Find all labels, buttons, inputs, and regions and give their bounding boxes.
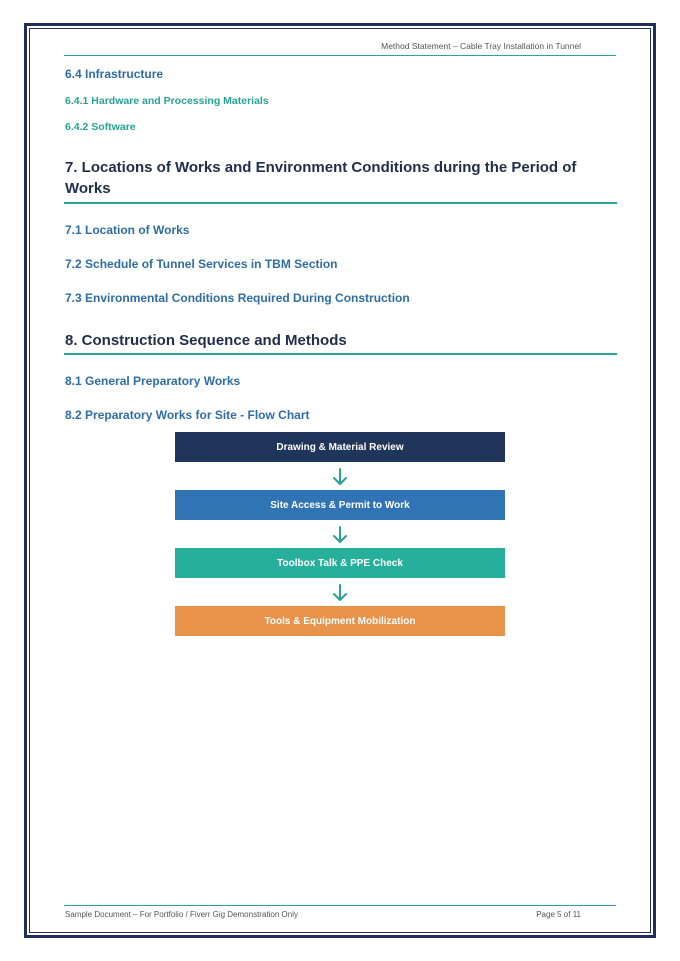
heading-8-2: 8.2 Preparatory Works for Site - Flow Chart (65, 408, 310, 422)
heading-8-rule (64, 353, 617, 355)
heading-7-line-1: 7. Locations of Works and Environment Conditions during the Period of (65, 159, 577, 176)
arrow-down-icon (330, 467, 350, 487)
flow-step-2: Site Access & Permit to Work (175, 490, 505, 520)
flow-step-3: Toolbox Talk & PPE Check (175, 548, 505, 578)
flow-step-1: Drawing & Material Review (175, 432, 505, 462)
heading-7-line-2: Works (65, 180, 111, 197)
page-number: Page 5 of 11 (536, 910, 581, 919)
header-rule (64, 55, 616, 56)
heading-6-4-1: 6.4.1 Hardware and Processing Materials (65, 95, 269, 107)
heading-6-4-2: 6.4.2 Software (65, 121, 136, 133)
heading-7 (65, 157, 617, 199)
heading-7-1: 7.1 Location of Works (65, 223, 190, 237)
heading-8-1: 8.1 General Preparatory Works (65, 374, 241, 388)
running-header: Method Statement – Cable Tray Installation in Tunnel (381, 41, 581, 51)
heading-7-rule (64, 202, 617, 204)
heading-6-4: 6.4 Infrastructure (65, 67, 164, 81)
arrow-down-icon (330, 583, 350, 603)
arrow-down-icon (330, 525, 350, 545)
heading-7-3: 7.3 Environmental Conditions Required During Construction (65, 291, 410, 305)
footer-disclaimer: Sample Document – For Portfolio / Fiverr Gig Demonstration Only (65, 910, 298, 919)
heading-8: 8. Construction Sequence and Methods (65, 332, 347, 349)
heading-7-2: 7.2 Schedule of Tunnel Services in TBM Section (65, 257, 338, 271)
footer-rule (64, 905, 616, 906)
flow-step-4: Tools & Equipment Mobilization (175, 606, 505, 636)
